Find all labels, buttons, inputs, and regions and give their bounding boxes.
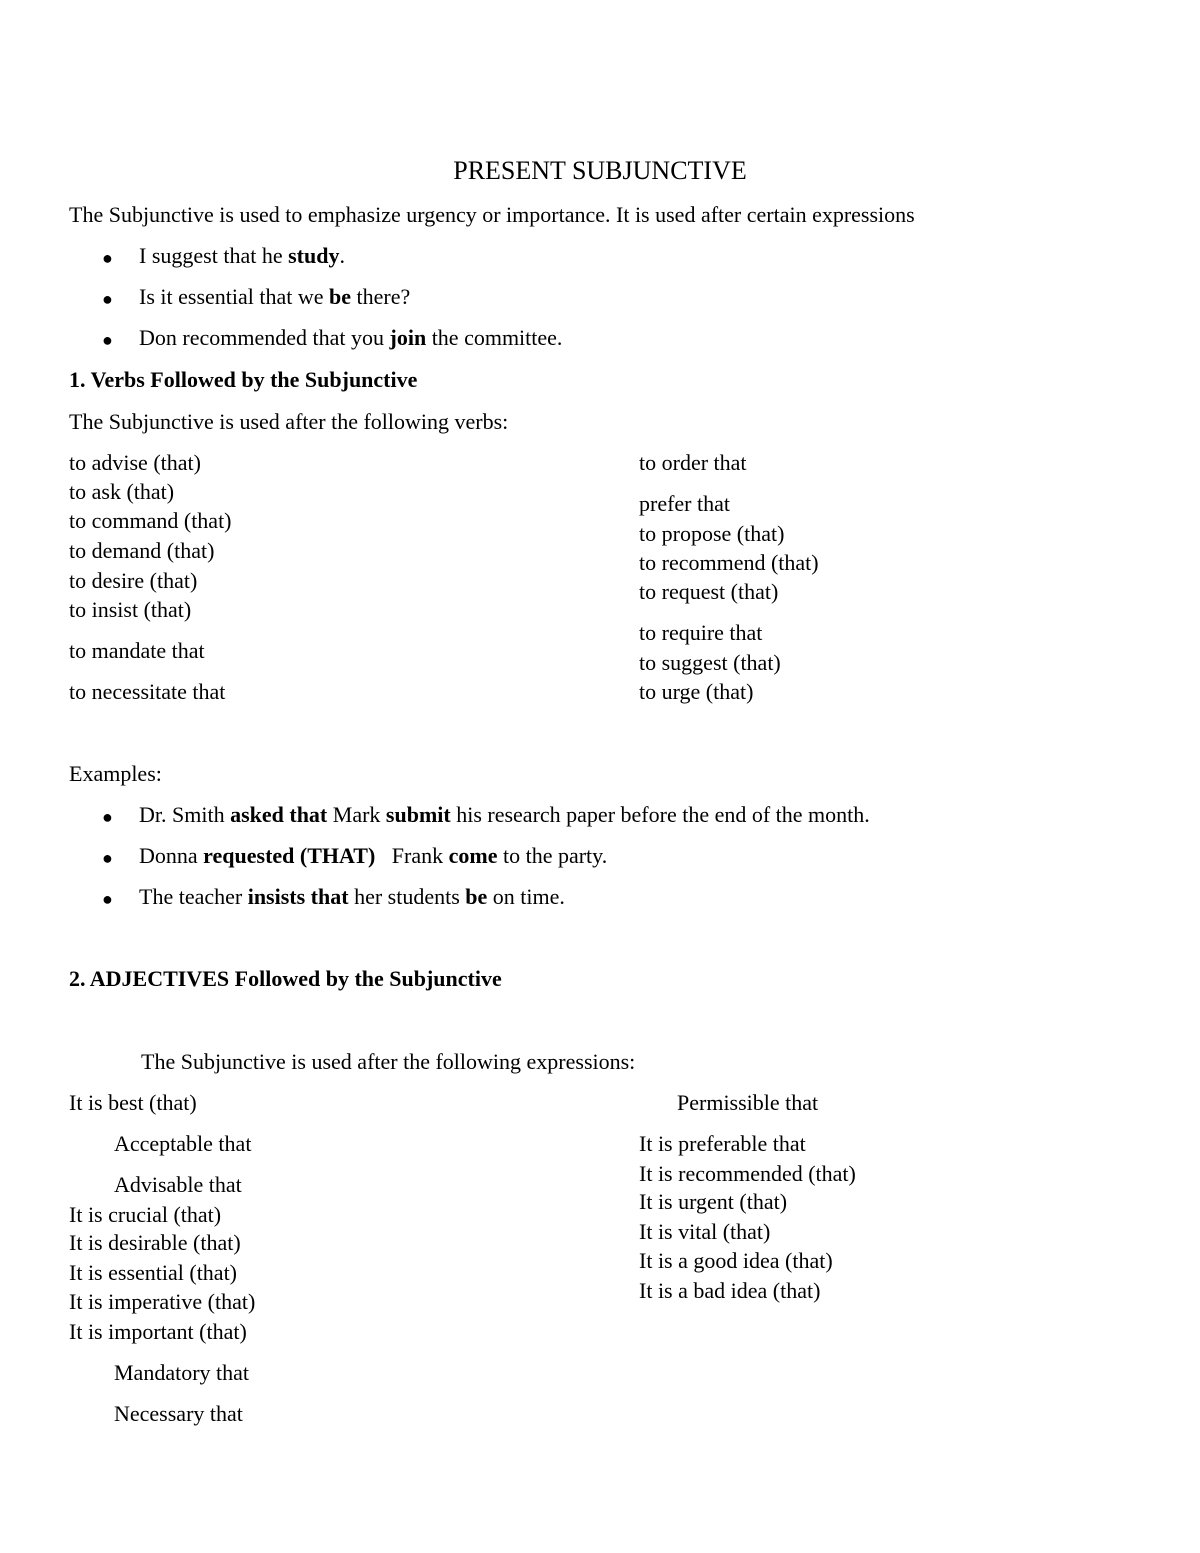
verb-item: prefer that xyxy=(639,491,730,516)
adjective-item: It is important (that) xyxy=(69,1319,247,1344)
verb-item: to desire (that) xyxy=(69,568,198,593)
text-run: on time. xyxy=(487,884,565,909)
bold-text-run: study xyxy=(288,243,340,268)
intro-paragraph: The Subjunctive is used to emphasize urgency or importance. It is used after certain expressions xyxy=(69,202,915,227)
adjective-item: It is a bad idea (that) xyxy=(639,1278,821,1303)
adjective-item: Necessary that xyxy=(114,1401,243,1426)
bold-text-run: submit xyxy=(385,802,451,827)
text-run: the committee. xyxy=(426,325,563,350)
examples-label: Examples: xyxy=(69,761,162,786)
verb-item: to recommend (that) xyxy=(639,550,819,575)
verb-item: to mandate that xyxy=(69,638,205,663)
verb-item: to ask (that) xyxy=(69,479,175,504)
verb-item: to necessitate that xyxy=(69,679,226,704)
text-run: Is it essential that we xyxy=(139,284,330,309)
bold-text-run: insists that xyxy=(247,884,349,909)
bold-text-run: be xyxy=(329,284,352,309)
bullet-icon: ● xyxy=(102,807,113,827)
adjective-item: Advisable that xyxy=(114,1172,242,1197)
example-sentence xyxy=(139,886,565,908)
text-run: The teacher xyxy=(139,884,248,909)
adjective-item: It is desirable (that) xyxy=(69,1230,241,1255)
page-title: PRESENT SUBJUNCTIVE xyxy=(453,156,747,185)
verb-item: to request (that) xyxy=(639,579,779,604)
text-run: Don recommended that you xyxy=(139,325,390,350)
intro-example xyxy=(139,245,345,267)
adjective-item: It is imperative (that) xyxy=(69,1289,256,1314)
adjective-item: It is a good idea (that) xyxy=(639,1248,833,1273)
verb-item: to suggest (that) xyxy=(639,650,781,675)
bullet-icon: ● xyxy=(102,330,113,350)
adjective-item: Mandatory that xyxy=(114,1360,250,1385)
verb-item: to insist (that) xyxy=(69,597,192,622)
adjective-item: It is vital (that) xyxy=(639,1219,771,1244)
verb-item: to require that xyxy=(639,620,763,645)
bullet-icon: ● xyxy=(102,848,113,868)
verb-item: to urge (that) xyxy=(639,679,754,704)
adjective-item: It is crucial (that) xyxy=(69,1202,222,1227)
section-lead-adjectives: The Subjunctive is used after the following expressions: xyxy=(141,1049,636,1074)
text-run: her students xyxy=(348,884,466,909)
bullet-icon: ● xyxy=(102,889,113,909)
verb-item: to demand (that) xyxy=(69,538,215,563)
text-run: Mark xyxy=(327,802,386,827)
text-run: there? xyxy=(351,284,411,309)
bold-text-run: join xyxy=(389,325,427,350)
adjective-item: It is urgent (that) xyxy=(639,1189,788,1214)
adjective-item: It is best (that) xyxy=(69,1090,197,1115)
adjective-item: It is essential (that) xyxy=(69,1260,238,1285)
adjective-item: Acceptable that xyxy=(114,1131,252,1156)
bold-text-run: asked that xyxy=(230,802,328,827)
example-sentence xyxy=(139,804,870,826)
text-run: his research paper before the end of the month. xyxy=(450,802,870,827)
bold-text-run: be xyxy=(465,884,488,909)
verb-item: to propose (that) xyxy=(639,521,785,546)
text-run: to the party. xyxy=(497,843,608,868)
section-lead-verbs: The Subjunctive is used after the following verbs: xyxy=(69,409,509,434)
text-run: I suggest that he xyxy=(139,243,289,268)
adjective-item: It is recommended (that) xyxy=(639,1161,856,1186)
bold-text-run: requested (THAT) xyxy=(203,843,376,868)
text-run: Frank xyxy=(375,843,449,868)
section-heading-adjectives: 2. ADJECTIVES Followed by the Subjunctive xyxy=(69,966,502,991)
verb-item: to command (that) xyxy=(69,508,232,533)
verb-item: to order that xyxy=(639,450,747,475)
adjective-item: Permissible that xyxy=(677,1090,819,1115)
intro-example xyxy=(139,327,562,349)
example-sentence xyxy=(139,845,607,867)
bullet-icon: ● xyxy=(102,289,113,309)
adjective-item: It is preferable that xyxy=(639,1131,806,1156)
section-heading-verbs: 1. Verbs Followed by the Subjunctive xyxy=(69,367,418,392)
text-run: Dr. Smith xyxy=(139,802,231,827)
intro-example xyxy=(139,286,410,308)
verb-item: to advise (that) xyxy=(69,450,201,475)
bullet-icon: ● xyxy=(102,248,113,268)
text-run: Donna xyxy=(139,843,204,868)
text-run: . xyxy=(339,243,345,268)
bold-text-run: come xyxy=(448,843,498,868)
